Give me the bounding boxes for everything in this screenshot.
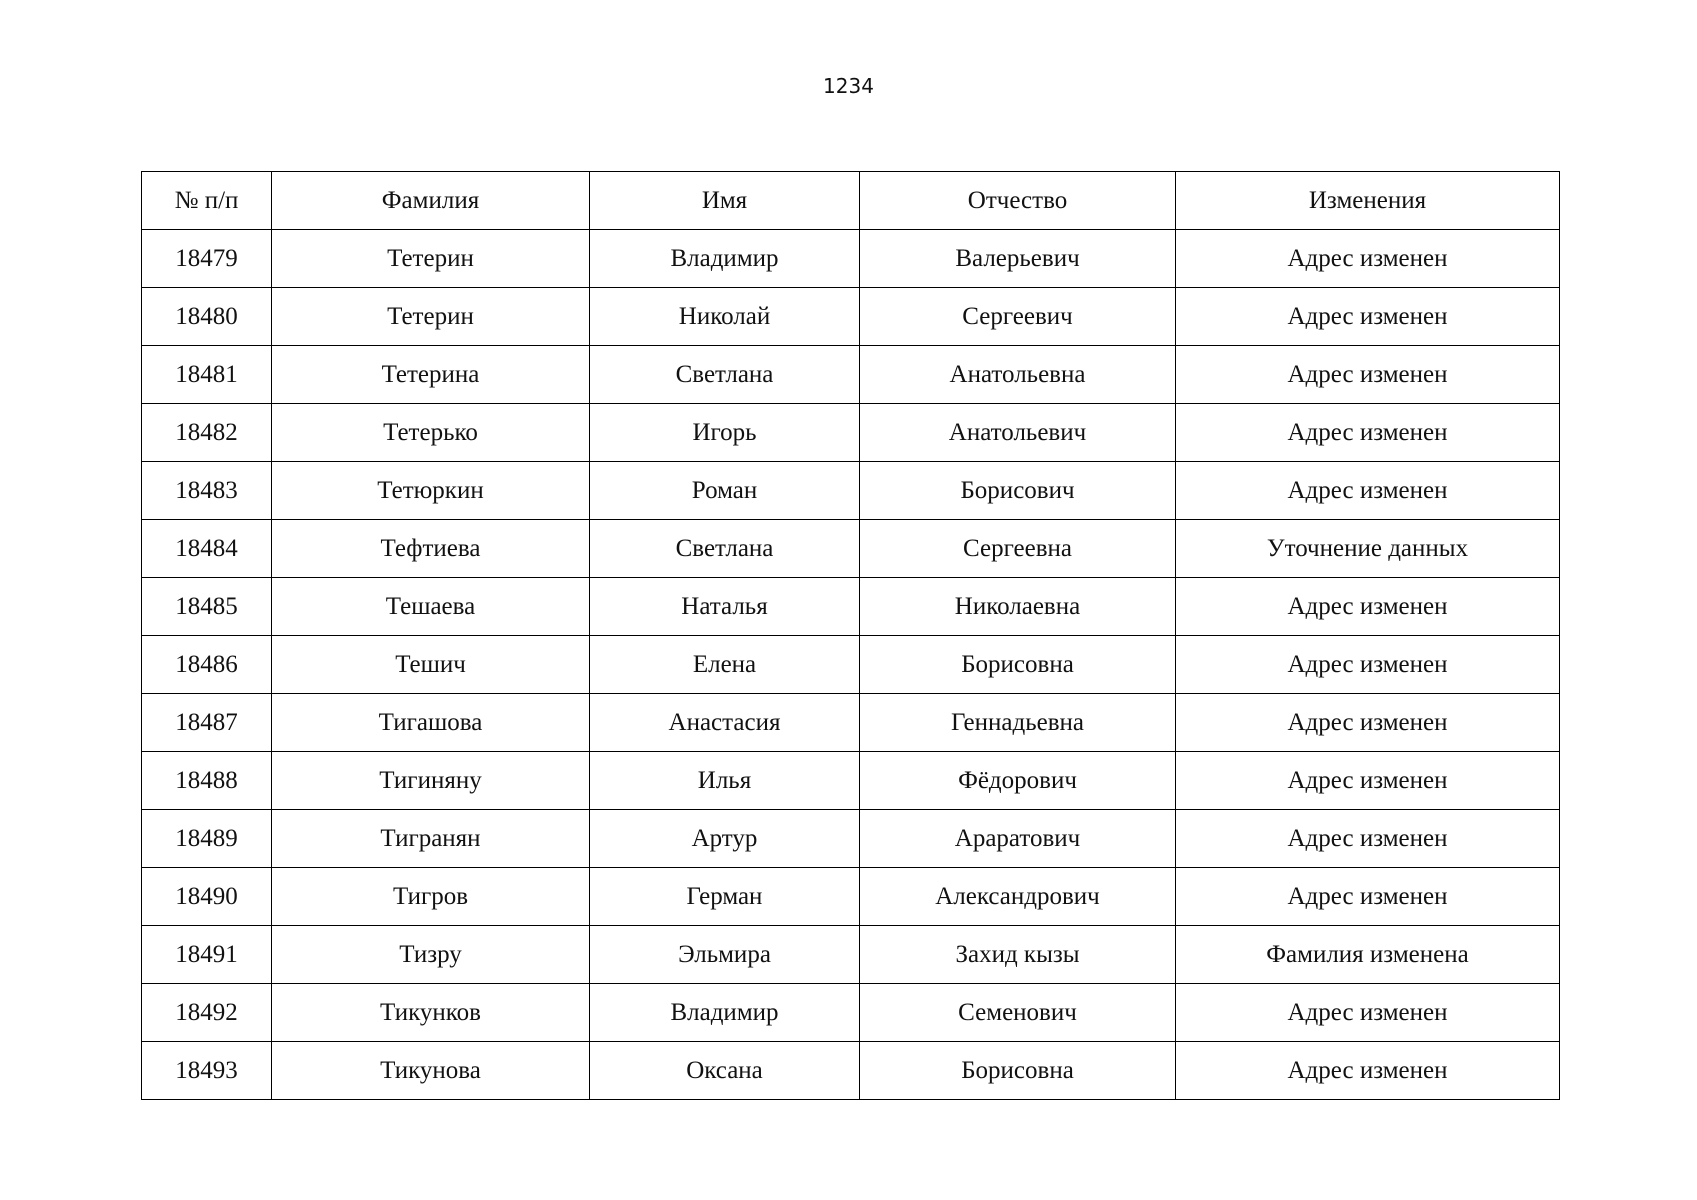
cell-patronymic: Араратович (860, 810, 1176, 868)
cell-changes: Адрес изменен (1176, 462, 1560, 520)
cell-surname: Тигашова (272, 694, 590, 752)
cell-first-name: Роман (590, 462, 860, 520)
cell-first-name: Оксана (590, 1042, 860, 1100)
cell-changes: Адрес изменен (1176, 984, 1560, 1042)
cell-first-name: Герман (590, 868, 860, 926)
cell-number: 18482 (142, 404, 272, 462)
cell-number: 18486 (142, 636, 272, 694)
cell-number: 18485 (142, 578, 272, 636)
cell-patronymic: Николаевна (860, 578, 1176, 636)
cell-number: 18490 (142, 868, 272, 926)
cell-surname: Тигранян (272, 810, 590, 868)
cell-changes: Адрес изменен (1176, 636, 1560, 694)
cell-surname: Тешич (272, 636, 590, 694)
table-row (142, 1042, 1560, 1100)
cell-number: 18483 (142, 462, 272, 520)
cell-first-name: Илья (590, 752, 860, 810)
cell-first-name: Владимир (590, 984, 860, 1042)
cell-number: 18484 (142, 520, 272, 578)
table-header (142, 172, 1560, 230)
table-row (142, 520, 1560, 578)
cell-first-name: Наталья (590, 578, 860, 636)
cell-first-name: Анастасия (590, 694, 860, 752)
cell-changes: Уточнение данных (1176, 520, 1560, 578)
cell-first-name: Артур (590, 810, 860, 868)
cell-patronymic: Борисович (860, 462, 1176, 520)
cell-first-name: Николай (590, 288, 860, 346)
cell-patronymic: Семенович (860, 984, 1176, 1042)
cell-changes: Адрес изменен (1176, 1042, 1560, 1100)
cell-surname: Тизру (272, 926, 590, 984)
cell-surname: Тетерько (272, 404, 590, 462)
table-row (142, 868, 1560, 926)
cell-changes: Адрес изменен (1176, 578, 1560, 636)
cell-patronymic: Сергеевич (860, 288, 1176, 346)
cell-changes: Адрес изменен (1176, 404, 1560, 462)
cell-number: 18487 (142, 694, 272, 752)
cell-number: 18480 (142, 288, 272, 346)
header-first-name: Имя (590, 172, 860, 230)
table-row (142, 752, 1560, 810)
table-body (142, 230, 1560, 1100)
cell-patronymic: Борисовна (860, 636, 1176, 694)
cell-number: 18481 (142, 346, 272, 404)
cell-changes: Фамилия изменена (1176, 926, 1560, 984)
cell-patronymic: Фёдорович (860, 752, 1176, 810)
table-row (142, 926, 1560, 984)
cell-surname: Тетюркин (272, 462, 590, 520)
cell-number: 18489 (142, 810, 272, 868)
cell-first-name: Эльмира (590, 926, 860, 984)
cell-first-name: Игорь (590, 404, 860, 462)
cell-first-name: Светлана (590, 520, 860, 578)
cell-changes: Адрес изменен (1176, 346, 1560, 404)
cell-patronymic: Александрович (860, 868, 1176, 926)
table-row (142, 404, 1560, 462)
cell-patronymic: Захид кызы (860, 926, 1176, 984)
header-changes: Изменения (1176, 172, 1560, 230)
cell-patronymic: Валерьевич (860, 230, 1176, 288)
cell-changes: Адрес изменен (1176, 752, 1560, 810)
table-row (142, 230, 1560, 288)
cell-number: 18488 (142, 752, 272, 810)
table-row (142, 984, 1560, 1042)
cell-first-name: Светлана (590, 346, 860, 404)
cell-changes: Адрес изменен (1176, 694, 1560, 752)
cell-changes: Адрес изменен (1176, 288, 1560, 346)
cell-surname: Тефтиева (272, 520, 590, 578)
table-row (142, 578, 1560, 636)
cell-number: 18491 (142, 926, 272, 984)
table-row (142, 346, 1560, 404)
cell-surname: Тигров (272, 868, 590, 926)
table-row (142, 694, 1560, 752)
table-row (142, 462, 1560, 520)
table-row (142, 288, 1560, 346)
cell-surname: Тикунков (272, 984, 590, 1042)
cell-number: 18479 (142, 230, 272, 288)
header-number: № п/п (142, 172, 272, 230)
cell-changes: Адрес изменен (1176, 230, 1560, 288)
cell-surname: Тетерин (272, 230, 590, 288)
header-patronymic: Отчество (860, 172, 1176, 230)
cell-patronymic: Анатольевна (860, 346, 1176, 404)
table-row (142, 810, 1560, 868)
cell-number: 18492 (142, 984, 272, 1042)
page-number: 1234 (823, 74, 874, 98)
cell-surname: Тикунова (272, 1042, 590, 1100)
cell-changes: Адрес изменен (1176, 810, 1560, 868)
cell-first-name: Елена (590, 636, 860, 694)
cell-surname: Тетерина (272, 346, 590, 404)
cell-patronymic: Сергеевна (860, 520, 1176, 578)
cell-patronymic: Борисовна (860, 1042, 1176, 1100)
cell-number: 18493 (142, 1042, 272, 1100)
table-row (142, 636, 1560, 694)
registry-table (141, 171, 1560, 1100)
header-row (142, 172, 1560, 230)
cell-surname: Тешаева (272, 578, 590, 636)
cell-surname: Тетерин (272, 288, 590, 346)
cell-changes: Адрес изменен (1176, 868, 1560, 926)
cell-patronymic: Анатольевич (860, 404, 1176, 462)
cell-surname: Тигиняну (272, 752, 590, 810)
cell-patronymic: Геннадьевна (860, 694, 1176, 752)
header-surname: Фамилия (272, 172, 590, 230)
cell-first-name: Владимир (590, 230, 860, 288)
